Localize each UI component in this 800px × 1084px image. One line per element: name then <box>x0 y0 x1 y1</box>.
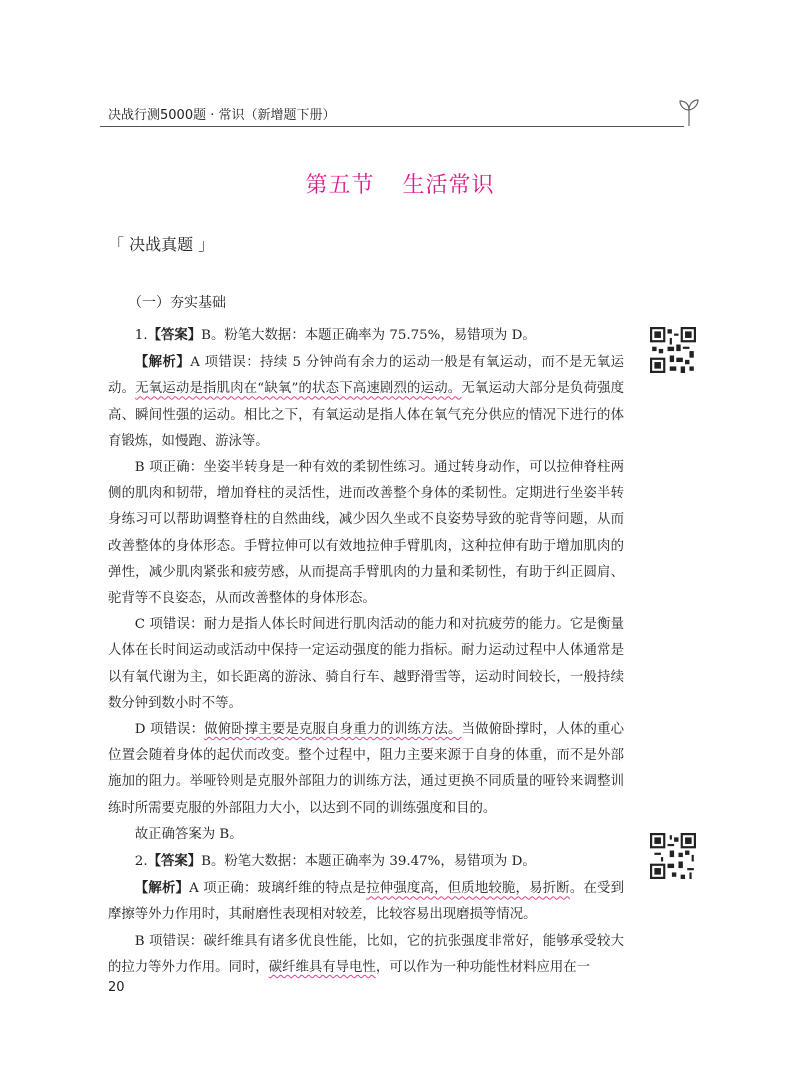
running-header: 决战行测5000题 · 常识（新增题下册） <box>108 108 336 123</box>
q1-analysis-c: C 项错误：耐力是指人体长时间进行肌肉活动的能力和对抗疲劳的能力。它是衡量人体在长时间运动或活动中保持一定运动强度的能力指标。耐力运动过程中人体通常是以有氧代谢为主，如长距离的游泳、骑自行车、越野滑雪等，运动时间较长，一般持续数分钟到数小时不等。 <box>108 617 624 711</box>
section-name: 生活常识 <box>402 173 495 198</box>
subsection-title: （一）夯实基础 <box>128 295 226 311</box>
q1-answer-line: 1.【答案】B。粉笔大数据：本题正确率为 75.75%，易错项为 D。 <box>134 327 536 343</box>
section-number: 第五节 <box>305 173 375 198</box>
block-title: 「 决战真题 」 <box>108 235 215 254</box>
q1-analysis-a: 【解析】A 项错误：持续 5 分钟尚有余力的运动一般是有氧运动，而不是无氧运动。无氧运动是指肌肉在“缺氧”的状态下高速剧烈的运动。无氧运动大部分是负荷强度高、瞬间性强的运动。相比之下，有氧运动是指人体在氧气充分供应的情况下进行的体育锻炼，如慢跑、游泳等。 <box>108 354 625 449</box>
q2-answer-line: 2.【答案】B。粉笔大数据：本题正确率为 39.47%，易错项为 D。 <box>134 853 536 870</box>
q1-analysis-d: D 项错误：做俯卧撑主要是克服自身重力的训练方法。当做俯卧撑时，人体的重心位置会随着身体的起伏而改变。整个过程中，阻力主要来源于自身的体重，而不是外部施加的阻力。举哑铃则是克服外部阻力的训练方法，通过更换不同质量的哑铃来调整训练时所需要克服的外部阻力大小，以达到不同的训练强度和目的。 <box>108 722 625 816</box>
sprout-icon <box>676 98 702 128</box>
highlight-text: 拉伸强度高，但质地较脆，易折断 <box>366 881 570 897</box>
q1-conclusion: 故正确答案为 B。 <box>134 826 243 842</box>
q2-analysis-b: B 项错误：碳纤维具有诸多优良性能，比如，它的抗张强度非常好，能够承受较大的拉力等外力作用。同时，碳纤维具有导电性，可以作为一种功能性材料应用在一 <box>108 933 624 975</box>
q2-analysis-a: 【解析】A 项正确：玻璃纤维的特点是拉伸强度高，但质地较脆，易折断。在受到摩擦等外力作用时，其耐磨性表现相对较差，比较容易出现磨损等情况。 <box>108 880 625 923</box>
header-rule <box>100 126 684 127</box>
section-title <box>0 168 800 199</box>
highlight-text: 碳纤维具有导电性 <box>268 959 376 975</box>
page-number: 20 <box>108 980 125 995</box>
highlight-text: 做俯卧撑主要是克服自身重力的训练方法。 <box>204 722 462 738</box>
answer-body <box>108 322 624 981</box>
q1-analysis-b: B 项正确：坐姿半转身是一种有效的柔韧性练习。通过转身动作，可以拉伸脊柱两侧的肌肉和韧带，增加脊柱的灵活性，进而改善整个身体的柔韧性。定期进行坐姿半转身练习可以帮助调整脊柱的自然曲线，减少因久坐或不良姿势导致的驼背等问题，从而改善整体的身体形态。手臂拉伸可以有效地拉伸手臂肌肉，这种拉伸有助于增加肌肉的弹性，减少肌肉紧张和疲劳感，从而提高手臂肌肉的力量和柔韧性，有助于纠正圆肩、驼背等不良姿态，从而改善整体的身体形态。 <box>108 460 624 607</box>
qr-code-icon[interactable] <box>650 833 696 879</box>
qr-code-icon[interactable] <box>650 327 696 373</box>
highlight-text: 无氧运动是指肌肉在“缺氧”的状态下高速剧烈的运动。 <box>135 381 462 397</box>
